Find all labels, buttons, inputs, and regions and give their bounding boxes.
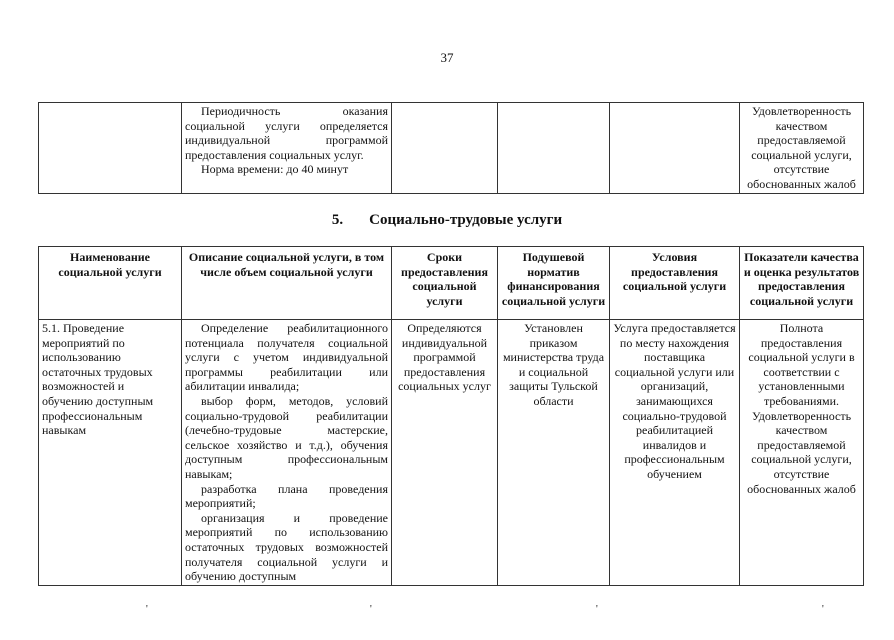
header-row xyxy=(39,247,864,320)
cell-quality: Полнота предоставления социальной услуги в соответствии с установленными требованиями. Удовлетворенность качеством предоставляемой социальной услуги, отсутствие обоснованных жалоб xyxy=(740,320,864,586)
cell-conditions: Услуга предоставляется по месту нахождения поставщика социальной услуги или организаций, занимающихся социально-трудовой реабилитацией инвалидов и профессиональным обучением xyxy=(610,320,740,586)
section-title: Социально-трудовые услуги xyxy=(369,212,563,228)
cell-description xyxy=(182,320,392,586)
footer-mark: ' xyxy=(370,604,372,615)
footer-mark: ' xyxy=(596,604,598,615)
header-norm: Подушевой норматив финансирования социальной услуги xyxy=(498,247,610,320)
header-terms: Сроки предоставления социальной услуги xyxy=(392,247,498,320)
cell-terms xyxy=(392,103,498,194)
header-name: Наименование социальной услуги xyxy=(39,247,182,320)
cell-norm xyxy=(498,103,610,194)
section-heading xyxy=(0,212,894,229)
description-paragraph: Определение реабилитационного потенциала получателя социальной услуги с учетом индивидуальной программы реабилитации или абилитации инвалида; xyxy=(185,321,388,394)
cell-quality: Удовлетворенность качеством предоставляемой социальной услуги, отсутствие обоснованных жалоб xyxy=(740,103,864,194)
table-row xyxy=(39,320,864,586)
services-table xyxy=(38,246,864,586)
description-paragraph: выбор форм, методов, условий социально-трудовой реабилитации (лечебно-трудовые мастерские, сельское хозяйство и т.д.), обучения доступным профессиональным навыкам; xyxy=(185,393,388,481)
section-number: 5. xyxy=(331,212,344,228)
cell-name: 5.1. Проведение мероприятий по использованию остаточных трудовых возможностей и обучению доступным профессиональным навыкам xyxy=(39,320,182,586)
cell-conditions xyxy=(610,103,740,194)
page-number: 37 xyxy=(440,50,454,65)
table-row xyxy=(39,103,864,194)
header-quality: Показатели качества и оценка результатов предоставления социальной услуги xyxy=(740,247,864,320)
header-description: Описание социальной услуги, в том числе объем социальной услуги xyxy=(182,247,392,320)
cell-terms: Определяются индивидуальной программой предоставления социальных услуг xyxy=(392,320,498,586)
description-paragraph: организация и проведение мероприятий по использованию остаточных трудовых возможностей получателя социальной услуги и обучению доступным xyxy=(185,510,388,584)
continuation-table xyxy=(38,102,864,194)
header-conditions: Условия предоставления социальной услуги xyxy=(610,247,740,320)
footer-mark: ' xyxy=(822,604,824,615)
cell-description xyxy=(182,103,392,194)
cell-name xyxy=(39,103,182,194)
description-paragraph: Норма времени: до 40 минут xyxy=(201,162,349,177)
description-paragraph: разработка плана проведения мероприятий; xyxy=(185,481,388,511)
description-paragraph: Периодичность оказания социальной услуги определяется индивидуальной программой предоставления социальных услуг. xyxy=(185,104,388,162)
footer-mark: ' xyxy=(146,604,148,615)
cell-norm: Установлен приказом министерства труда и социальной защиты Тульской области xyxy=(498,320,610,586)
